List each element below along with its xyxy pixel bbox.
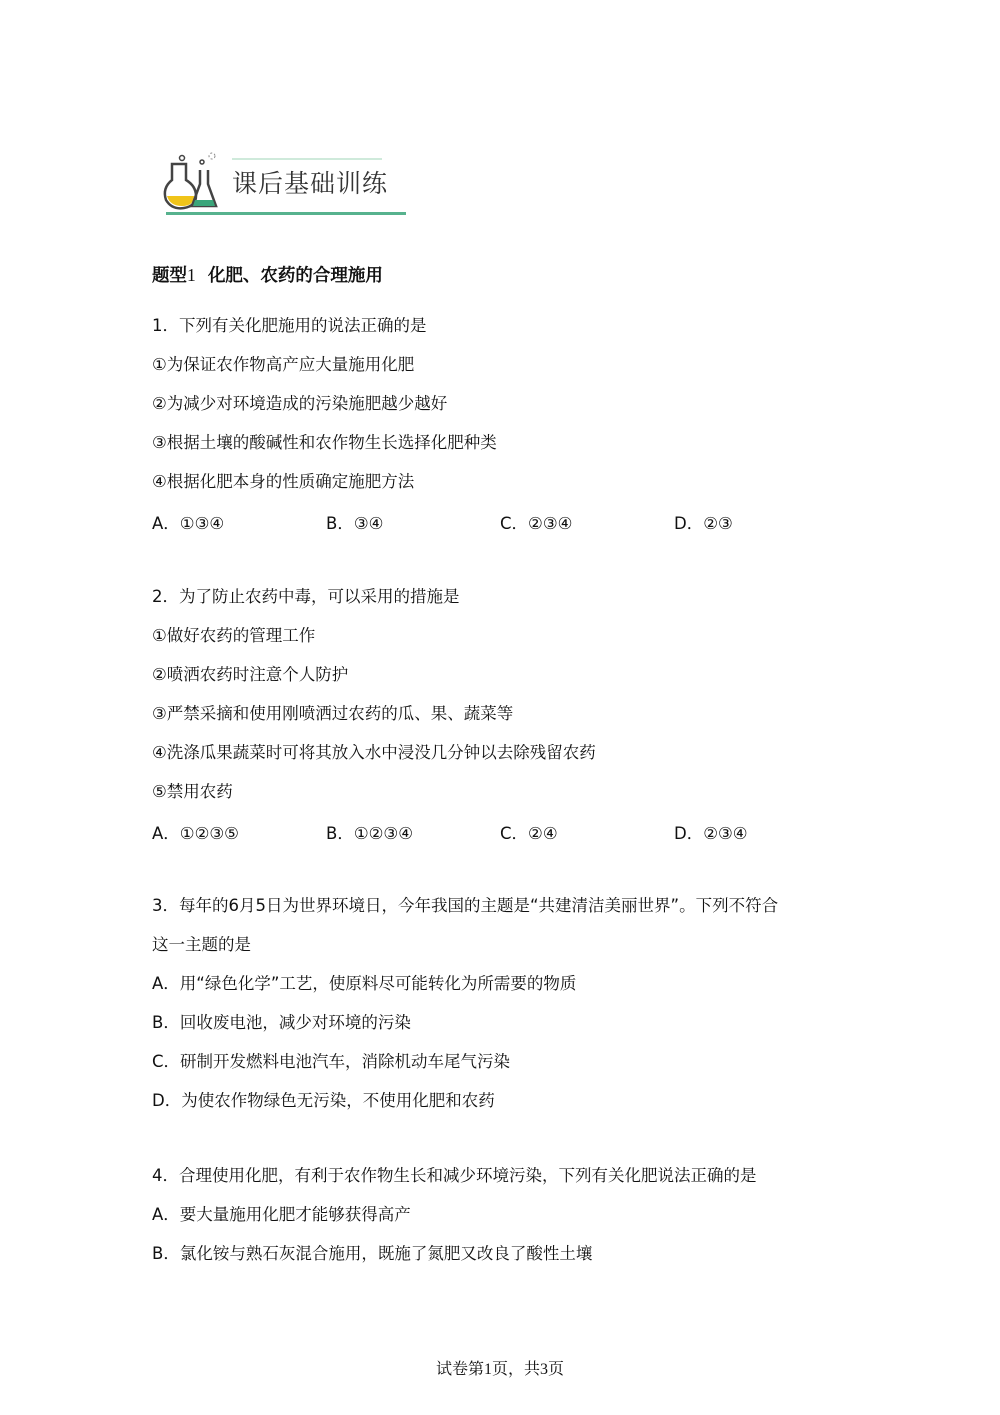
question-1-options — [152, 510, 852, 532]
question-3-stem-line-1: 3．每年的6月5日为世界环境日，今年我国的主题是“共建清洁美丽世界”。下列不符合 — [152, 896, 779, 915]
section-banner — [160, 150, 420, 220]
question-2-item-3: ③严禁采摘和使用刚喷洒过农药的瓜、果、蔬菜等 — [152, 704, 514, 723]
question-1-item-3: ③根据土壤的酸碱性和农作物生长选择化肥种类 — [152, 433, 497, 452]
section-heading — [152, 262, 383, 287]
question-3-option-d: D．为使农作物绿色无污染，不使用化肥和农药 — [152, 1091, 495, 1110]
question-3-option-b: B．回收废电池，减少对环境的污染 — [152, 1013, 411, 1032]
section-label: 题型 — [152, 266, 187, 286]
section-number: 1 — [187, 265, 196, 285]
question-3-option-a: A．用“绿色化学”工艺，使原料尽可能转化为所需要的物质 — [152, 974, 577, 993]
question-4-stem: 4．合理使用化肥，有利于农作物生长和减少环境污染，下列有关化肥说法正确的是 — [152, 1166, 757, 1185]
question-1-item-1: ①为保证农作物高产应大量施用化肥 — [152, 355, 415, 374]
banner-title: 课后基础训练 — [232, 169, 389, 198]
question-1-option-d: D．②③ — [674, 514, 733, 533]
question-2-option-c: C．②④ — [500, 824, 558, 843]
question-1-option-a: A．①③④ — [152, 514, 225, 533]
question-4-option-b: B．氯化铵与熟石灰混合施用，既施了氮肥又改良了酸性土壤 — [152, 1244, 593, 1263]
question-1-item-2: ②为减少对环境造成的污染施肥越少越好 — [152, 394, 448, 413]
question-1-item-4: ④根据化肥本身的性质确定施肥方法 — [152, 472, 415, 491]
question-2-option-a: A．①②③⑤ — [152, 824, 239, 843]
question-1-option-c: C．②③④ — [500, 514, 573, 533]
question-2-item-2: ②喷洒农药时注意个人防护 — [152, 665, 349, 684]
question-2-item-4: ④洗涤瓜果蔬菜时可将其放入水中浸没几分钟以去除残留农药 — [152, 743, 596, 762]
question-3-stem-line-2: 这一主题的是 — [152, 935, 251, 954]
question-2-options — [152, 820, 852, 842]
page-footer: 试卷第1页，共3页 — [435, 1361, 564, 1378]
question-1-stem: 1．下列有关化肥施用的说法正确的是 — [152, 316, 427, 335]
question-2-item-5: ⑤禁用农药 — [152, 782, 233, 801]
question-2-option-d: D．②③④ — [674, 824, 748, 843]
section-title: 化肥、农药的合理施用 — [207, 266, 383, 286]
question-2-item-1: ①做好农药的管理工作 — [152, 626, 316, 645]
question-3-option-c: C．研制开发燃料电池汽车，消除机动车尾气污染 — [152, 1052, 511, 1071]
question-1-option-b: B．③④ — [326, 514, 384, 533]
question-4-option-a: A．要大量施用化肥才能够获得高产 — [152, 1205, 411, 1224]
question-2-stem: 2．为了防止农药中毒，可以采用的措施是 — [152, 587, 460, 606]
question-2-option-b: B．①②③④ — [326, 824, 413, 843]
